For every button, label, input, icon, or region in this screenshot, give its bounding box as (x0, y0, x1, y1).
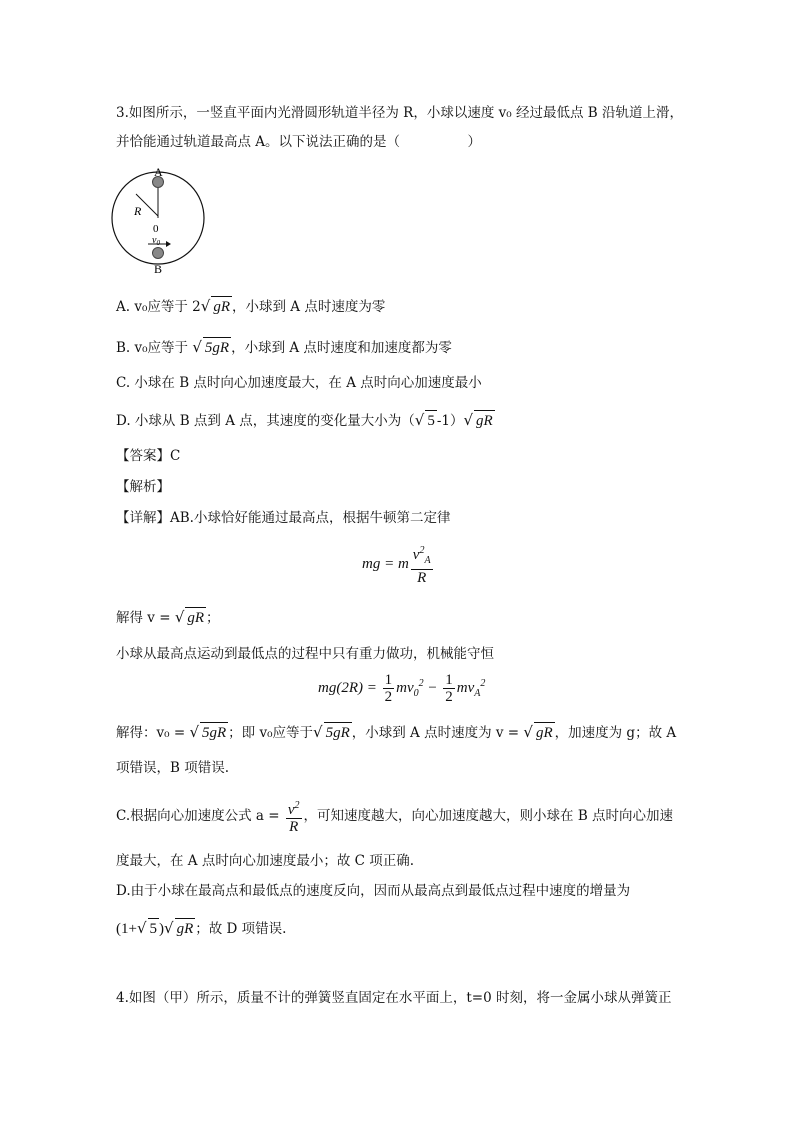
c-post: ，可知速度越大，向心加速度越大，则小球在 B 点时向心加速 (303, 808, 674, 824)
option-b-post: ，小球到 A 点时速度和加速度都为零 (231, 340, 452, 356)
label-A: A (154, 165, 163, 179)
eq2-sup: 2 (418, 677, 424, 689)
radicand-5: 5 (425, 410, 437, 431)
answer: 【答案】C (116, 448, 181, 464)
solve2-a: 解得：v₀ = (116, 725, 190, 741)
q4-stem-line1: 4.如图（甲）所示，质量不计的弹簧竖直固定在水平面上，t=0 时刻，将一金属小球从弹簧正 (116, 990, 672, 1006)
c-num: v (287, 802, 295, 818)
q3-stem-line2: 并恰能通过轨道最高点 A。以下说法正确的是（ ） (116, 134, 482, 150)
radicand-5gR: 5gR (200, 722, 228, 743)
eq2-t2: mv (456, 679, 475, 696)
radical-sign: √ (192, 338, 202, 356)
energy-line: 小球从最高点运动到最低点的过程中只有重力做功，机械能守恒 (116, 646, 494, 662)
eq1-num-sub: A (424, 555, 431, 566)
d-line2-pre: (1+ (116, 921, 137, 937)
d-analysis-line1: D.由于小球在最高点和最低点的速度反向，因而从最高点到最低点过程中速度的增量为 (116, 883, 631, 899)
d-line2-post: ；故 D 项错误. (195, 921, 287, 937)
solve-line1 (116, 607, 220, 628)
radical-sign: √ (189, 723, 199, 741)
ball-bottom (153, 248, 164, 259)
eq1-den: R (417, 570, 427, 586)
label-O: 0 (153, 223, 159, 235)
option-d-pre: D. 小球从 B 点到 A 点，其速度的变化量大小为（ (116, 413, 415, 429)
solve2-d: ，加速度为 g；故 A (554, 725, 677, 741)
eq1-lhs: mg = m (362, 555, 409, 572)
option-b-pre: B. v₀应等于 (116, 340, 193, 356)
label-R: R (134, 204, 142, 218)
option-a-pre: A. v₀应等于 2 (116, 299, 201, 315)
radicand-gR: gR (474, 410, 495, 431)
option-d-mid: -1） (436, 413, 464, 429)
radical-sign: √ (136, 919, 147, 937)
d-line2-mid: ) (159, 921, 165, 937)
radicand-5gR: 5gR (324, 722, 352, 743)
option-b (116, 337, 452, 358)
radical-sign: √ (313, 723, 323, 741)
option-c: C. 小球在 B 点时向心加速度最大，在 A 点时向心加速度最小 (116, 375, 482, 391)
solve1-post: ； (206, 610, 220, 626)
eq2-half-den: 2 (384, 689, 393, 705)
radicand-5gR: 5gR (203, 337, 231, 358)
eq1-num-sup: 2 (419, 545, 425, 556)
c-analysis (116, 794, 673, 838)
radicand-gR: gR (534, 722, 555, 743)
radical-sign: √ (174, 608, 185, 626)
radicand-gR: gR (211, 296, 232, 317)
c-den: R (289, 819, 299, 835)
eq2-t1-sub: 0 (413, 687, 419, 699)
c-pre: C.根据向心加速度公式 a = (116, 808, 284, 824)
option-d (116, 410, 495, 431)
label-B: B (154, 262, 163, 276)
eq2-t1: mv (396, 679, 414, 696)
solve2-c: ，小球到 A 点时速度为 v = (351, 725, 524, 741)
equation-newton (362, 543, 435, 586)
option-a-post: ，小球到 A 点时速度为零 (232, 299, 386, 315)
c-num-sup: 2 (294, 800, 300, 811)
radical-sign: √ (164, 919, 174, 937)
d-analysis-line2 (116, 918, 286, 939)
radicand-gR: gR (175, 918, 196, 939)
eq2-sup: 2 (480, 677, 486, 689)
equation-energy (318, 672, 485, 705)
eq2-lhs: mg(2R) = (318, 679, 381, 696)
eq1-num: v (412, 547, 420, 563)
radical-sign: √ (200, 297, 211, 315)
eq2-half-den: 2 (445, 689, 453, 705)
detail-line: 【详解】AB.小球恰好能通过最高点，根据牛顿第二定律 (116, 510, 451, 526)
solve-line2b: 项错误，B 项错误. (116, 760, 230, 776)
c-analysis-line2: 度最大，在 A 点时向心加速度最小；故 C 项正确. (116, 853, 415, 869)
q3-stem-line1: 3.如图所示，一竖直平面内光滑圆形轨道半径为 R，小球以速度 v₀ 经过最低点 B 沿轨道上滑， (116, 105, 683, 121)
eq2-half-num: 1 (445, 672, 453, 688)
radical-sign: √ (463, 411, 474, 429)
label-v0: $v_0$ (152, 235, 160, 247)
velocity-arrowhead (166, 241, 171, 247)
radicand-gR: gR (185, 607, 206, 628)
radicand-5: 5 (148, 918, 160, 939)
radical-sign: √ (414, 411, 425, 429)
analysis-title: 【解析】 (116, 479, 170, 495)
radical-sign: √ (523, 723, 533, 741)
solve-line2 (116, 722, 676, 743)
eq2-half-num: 1 (384, 672, 393, 688)
eq2-minus: − (423, 679, 442, 696)
option-a (116, 296, 385, 317)
circular-track-figure (108, 164, 218, 279)
solve2-b: ；即 v₀应等于 (228, 725, 314, 741)
solve1-pre: 解得 v = (116, 610, 175, 626)
eq2-t2-sub: A (474, 687, 481, 699)
